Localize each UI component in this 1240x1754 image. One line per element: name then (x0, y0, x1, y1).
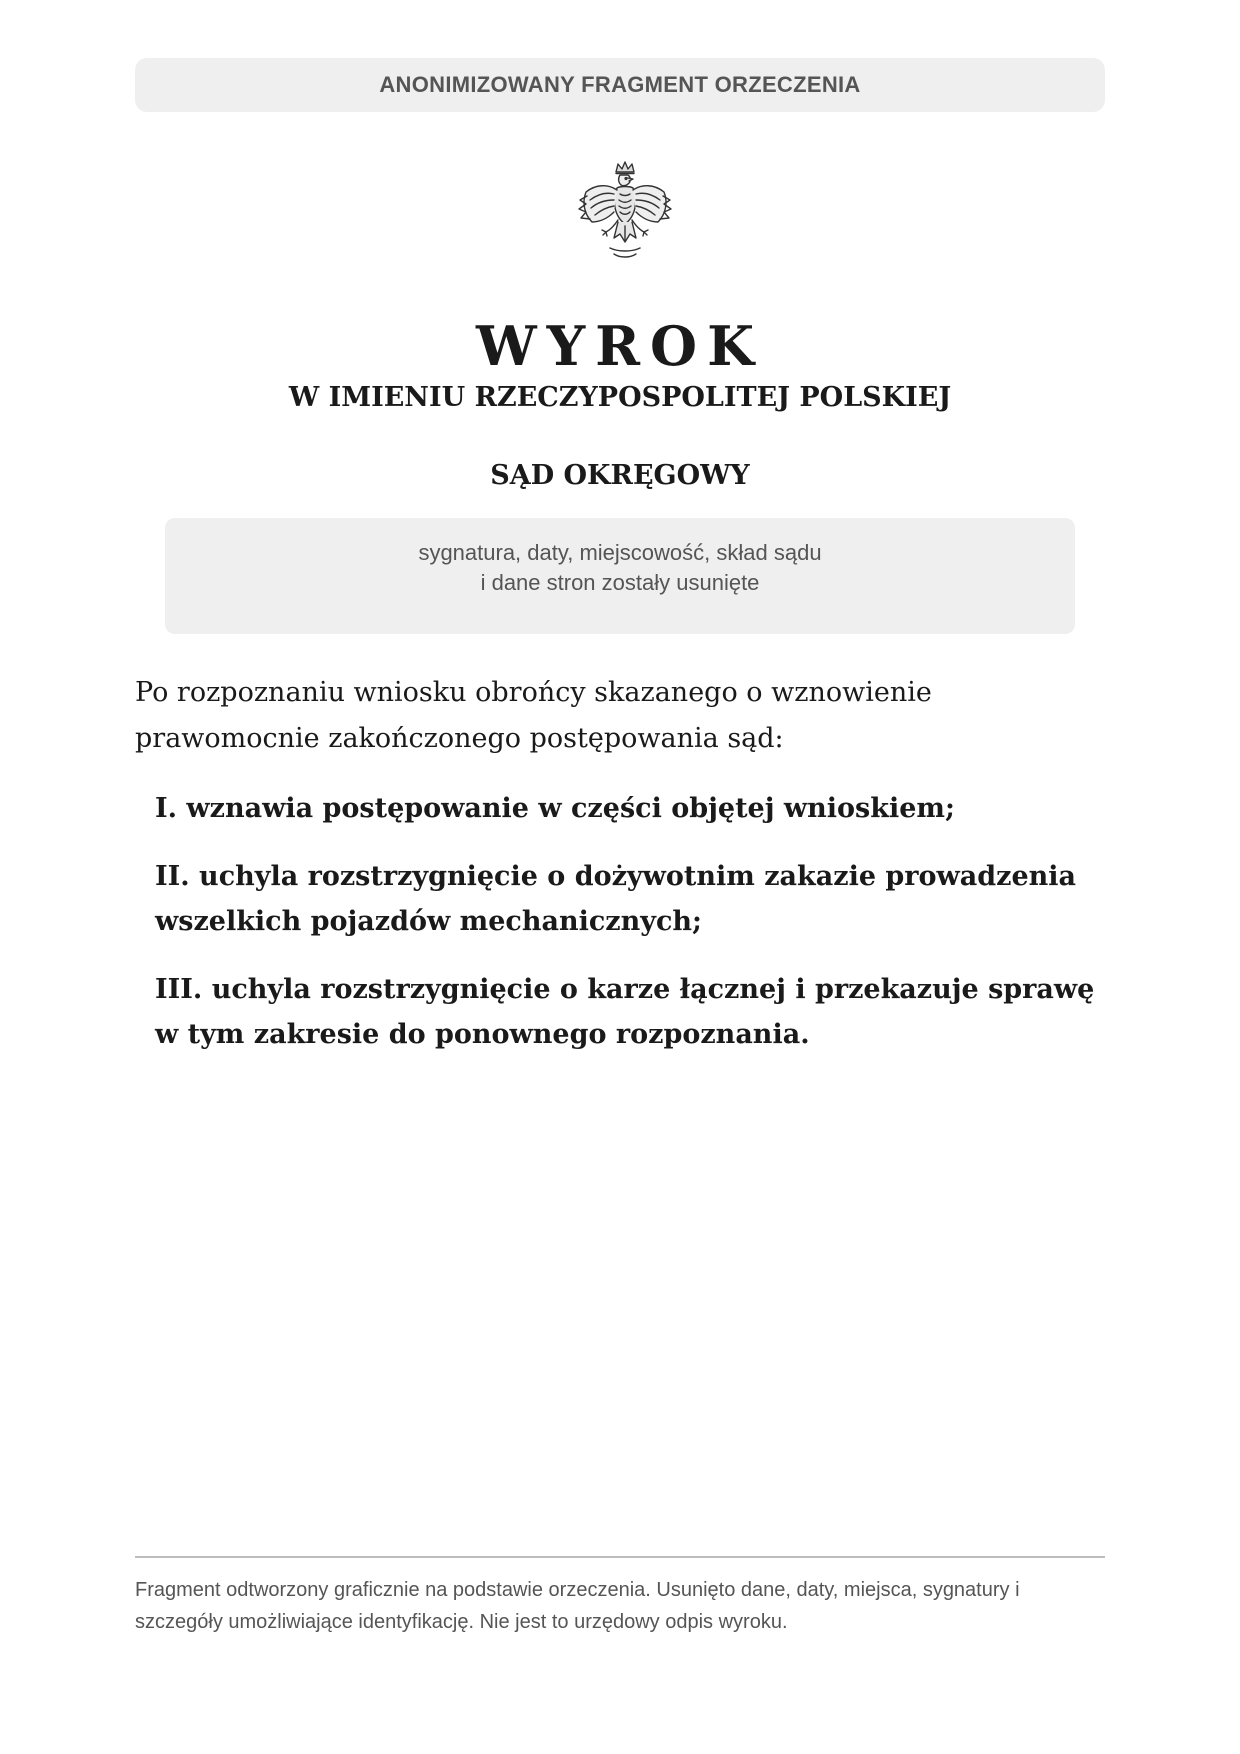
redacted-info-line: i dane stron zostały usunięte (480, 570, 760, 595)
redacted-info-line: sygnatura, daty, miejscowość, skład sądu (418, 540, 822, 565)
ruling-item: III. uchyla rozstrzygnięcie o karze łącznej i przekazuje sprawę w tym zakresie do ponownego rozpoznania. (155, 974, 1095, 1050)
anonymization-banner: ANONIMIZOWANY FRAGMENT ORZECZENIA (135, 58, 1105, 112)
redacted-info-box (165, 518, 1075, 634)
footer-divider (135, 1556, 1105, 1558)
rulings-list (155, 786, 1115, 1080)
polish-eagle-emblem-icon (570, 158, 680, 264)
ruling-item: I. wznawia postępowanie w części objętej wnioskiem; (155, 793, 955, 824)
document-title: WYROK (475, 314, 765, 378)
footer-note: Fragment odtworzony graficznie na podstawie orzeczenia. Usunięto dane, daty, miejsca, sygnatury i szczegóły umożliwiające identyfikację. Nie jest to urzędowy odpis wyroku. (135, 1579, 1020, 1633)
court-name: SĄD OKRĘGOWY (490, 460, 750, 491)
document-subtitle: W IMIENIU RZECZYPOSPOLITEJ POLSKIEJ (288, 382, 952, 413)
intro-paragraph: Po rozpoznaniu wniosku obrońcy skazanego o wznowienie prawomocnie zakończonego postępowania sąd: (135, 677, 932, 754)
ruling-item: II. uchyla rozstrzygnięcie o dożywotnim zakazie prowadzenia wszelkich pojazdów mechanicznych; (155, 861, 1077, 937)
